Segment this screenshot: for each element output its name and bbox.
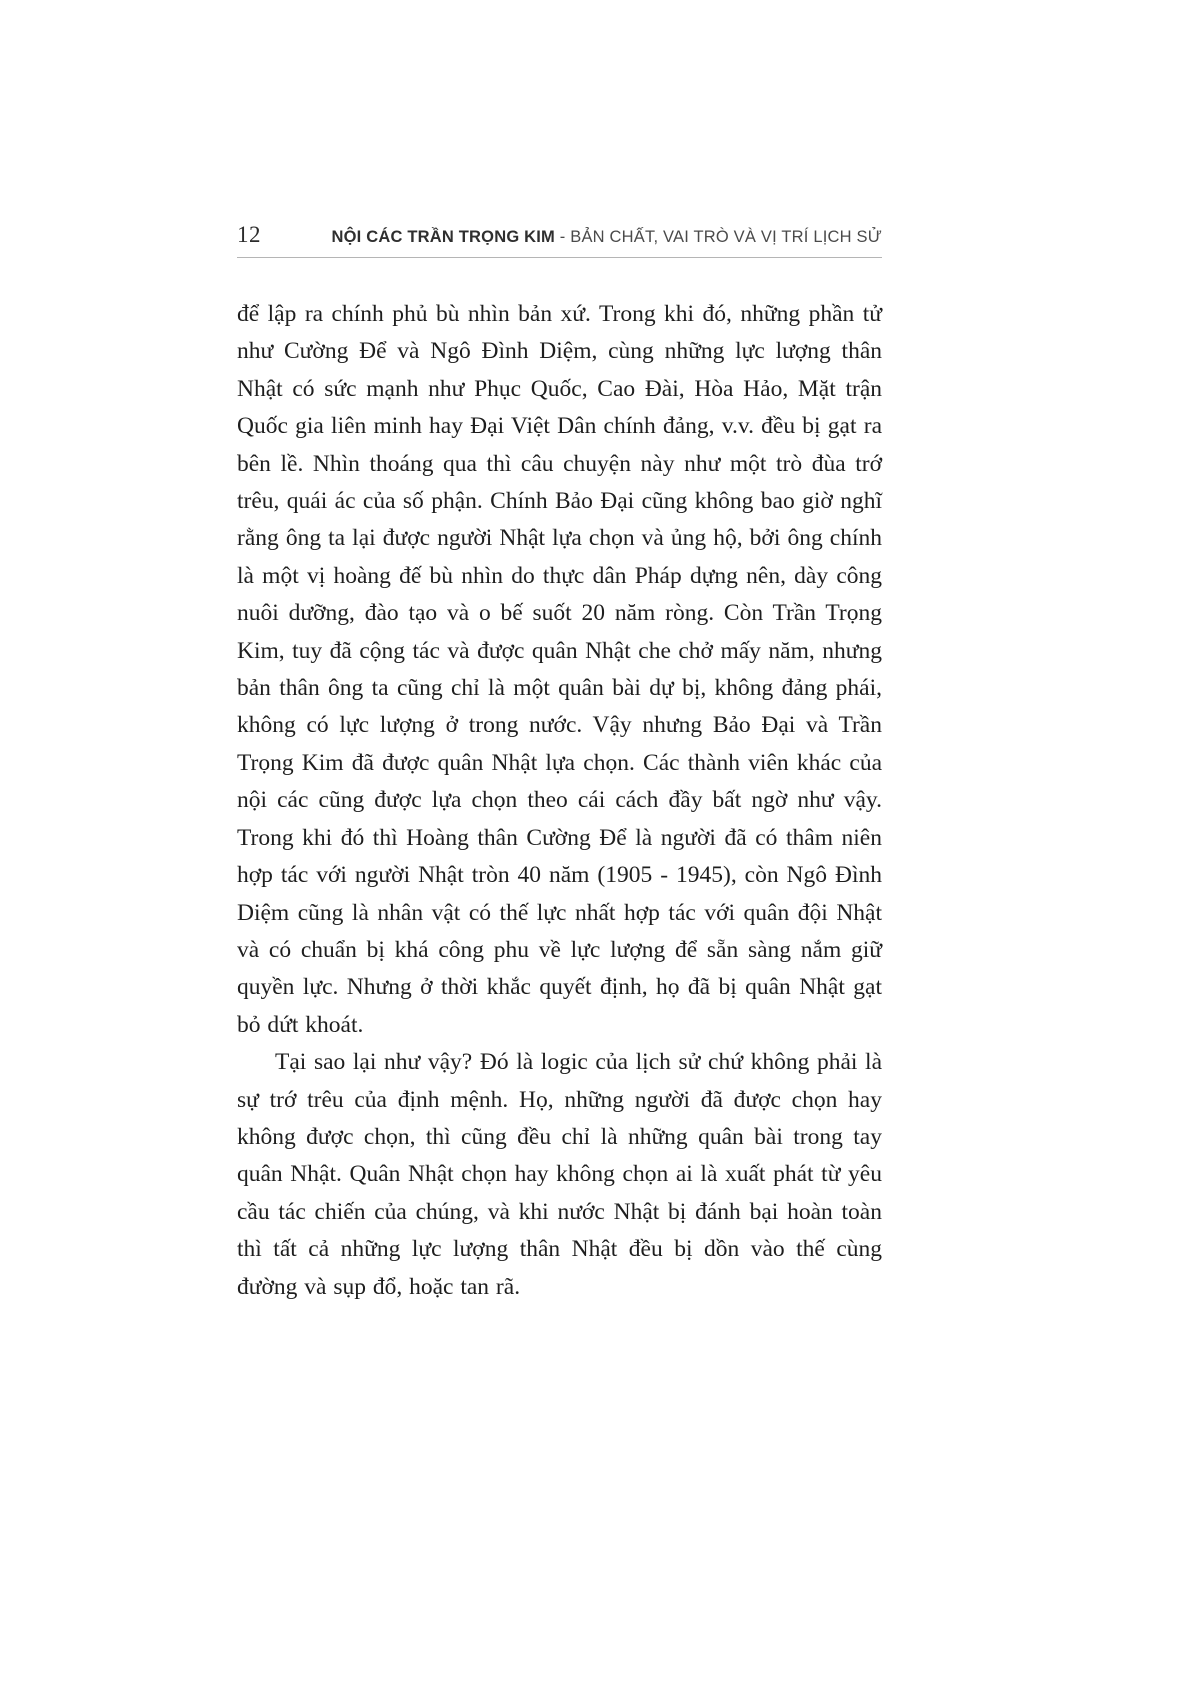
- book-title: NỘI CÁC TRẦN TRỌNG KIM: [331, 228, 555, 246]
- page-content: [237, 222, 882, 1306]
- paragraph: Tại sao lại như vậy? Đó là logic của lịch sử chứ không phải là sự trớ trêu của định mệnh. Họ, những người đã được chọn hay không được chọn, thì cũng đều chỉ là những quân bài trong tay quân Nhật. Quân Nhật chọn hay không chọn ai là xuất phát từ yêu cầu tác chiến của chúng, và khi nước Nhật bị đánh bại hoàn toàn thì tất cả những lực lượng thân Nhật đều bị dồn vào thế cùng đường và sụp đổ, hoặc tan rã.: [237, 1049, 882, 1300]
- paragraph-continuation: để lập ra chính phủ bù nhìn bản xứ. Trong khi đó, những phần tử như Cường Để và Ngô Đình Diệm, cùng những lực lượng thân Nhật có sức mạnh như Phục Quốc, Cao Đài, Hòa Hảo, Mặt trận Quốc gia liên minh hay Đại Việt Dân chính đảng, v.v. đều bị gạt ra bên lề. Nhìn thoáng qua thì câu chuyện này như một trò đùa trớ trêu, quái ác của số phận. Chính Bảo Đại cũng không bao giờ nghĩ rằng ông ta lại được người Nhật lựa chọn và ủng hộ, bởi ông chính là một vị hoàng đế bù nhìn do thực dân Pháp dựng nên, dày công nuôi dưỡng, đào tạo và o bế suốt 20 năm ròng. Còn Trần Trọng Kim, tuy đã cộng tác và được quân Nhật che chở mấy năm, nhưng bản thân ông ta cũng chỉ là một quân bài dự bị, không đảng phái, không có lực lượng ở trong nước. Vậy nhưng Bảo Đại và Trần Trọng Kim đã được quân Nhật lựa chọn. Các thành viên khác của nội các cũng được lựa chọn theo cái cách đầy bất ngờ như vậy. Trong khi đó thì Hoàng thân Cường Để là người đã có thâm niên hợp tác với người Nhật tròn 40 năm (1905 - 1945), còn Ngô Đình Diệm cũng là nhân vật có thế lực nhất hợp tác với quân đội Nhật và có chuẩn bị khá công phu về lực lượng để sẵn sàng nắm giữ quyền lực. Nhưng ở thời khắc quyết định, họ đã bị quân Nhật gạt bỏ dứt khoát.: [237, 301, 882, 1038]
- header-title: [332, 228, 882, 247]
- page-body: [237, 296, 882, 1306]
- running-header: [237, 222, 882, 258]
- book-subtitle: - BẢN CHẤT, VAI TRÒ VÀ VỊ TRÍ LỊCH SỬ: [554, 228, 882, 246]
- page-number: 12: [237, 222, 261, 247]
